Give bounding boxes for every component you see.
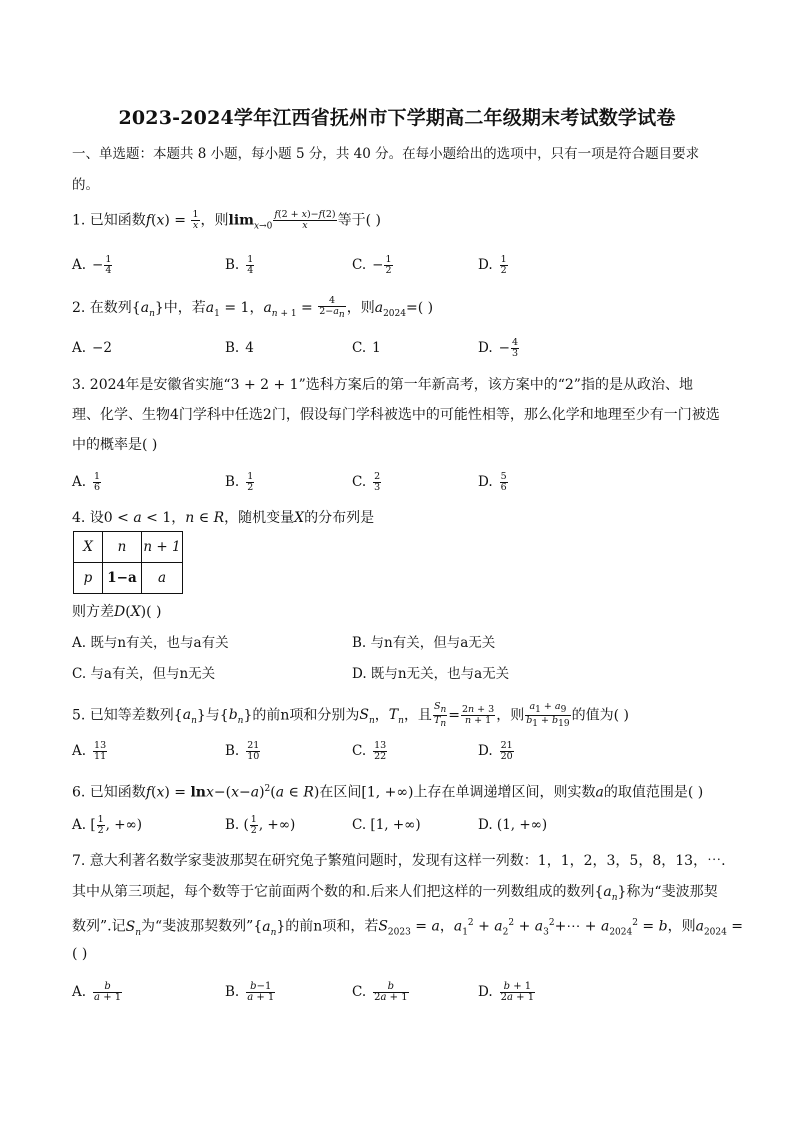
question-7-line1: 7. 意大利著名数学家斐波那契在研究兔子繁殖问题时，发现有这样一列数：1，1，2，3，5，8，13，⋯. — [72, 853, 726, 869]
q6-option-d: D. (1, +∞) — [478, 817, 548, 833]
q6-option-b: B. ( $\frac{1}{2}$ , +∞) — [225, 814, 296, 836]
question-1: 1. 已知函数f(x) = $\frac{1}{x}$ ，则$\lim_{x\to 0}$ $\frac{f(2 + x)-f(2)}{x}$ 等于( ) — [72, 209, 382, 232]
q3-option-b: B. $\frac{1}{2}$ — [225, 471, 254, 493]
question-5: 5. 已知等差数列$\{a_n\}$与$\{b_n\}$的前n项和分别为$S_n$，$T_n$，且 $\frac{S_n}{T_n}$ = $\frac{2n + 3}{n + 1}$ ，则 $\frac{a_1 + a_9}{b_1 + b_{19}}$ 的值为( ) — [72, 701, 629, 729]
q7-option-b: B. $\frac{b-1}{a + 1}$ — [225, 981, 275, 1003]
q4-option-d: D. 既与n无关，也与a无关 — [352, 666, 510, 682]
q6-option-a: A. [ $\frac{1}{2}$ , +∞) — [72, 814, 143, 836]
question-3-line1: 3. 2024年是安徽省实施“3 + 2 + 1”选科方案后的第一年新高考，该方案中的“2”指的是从政治、地 — [72, 377, 693, 393]
question-3-line2: 理、化学、生物4门学科中任选2门，假设每门学科被选中的可能性相等，那么化学和地理至少有一门被选 — [72, 407, 720, 423]
q1-option-c: C. − $\frac{1}{2}$ — [352, 254, 392, 276]
section-instructions-line1: 一、单选题：本题共 8 小题，每小题 5 分，共 40 分。在每小题给出的选项中，只有一项是符合题目要求 — [72, 146, 700, 162]
table-cell: p — [74, 563, 103, 594]
q2-option-b: B. 4 — [225, 340, 254, 356]
question-7-line4: ( ) — [72, 946, 88, 962]
q2-option-c: C. 1 — [352, 340, 381, 356]
question-4-ask: 则方差D(X)( ) — [72, 604, 162, 620]
question-2: 2. 在数列$\{a_n\}$中，若$a_1 = 1$，$a_{n + 1}$ = $\frac{4}{2-a_n}$ ，则$a_{2024}=$( ) — [72, 295, 434, 320]
question-3-line3: 中的概率是( ) — [72, 437, 158, 453]
page-title: 2023-2024学年江西省抚州市下学期高二年级期末考试数学试卷 — [118, 107, 676, 129]
question-7-line2: 其中从第三项起，每个数等于它前面两个数的和.后来人们把这样的一列数组成的数列$\{a_n\}$称为“斐波那契 — [72, 884, 718, 903]
q1-option-a: A. − $\frac{1}{4}$ — [72, 254, 112, 276]
q1-pre: 1. 已知函数 — [72, 212, 146, 229]
q2-option-d: D. − $\frac{4}{3}$ — [478, 337, 518, 359]
q7-option-c: C. $\frac{b}{2a + 1}$ — [352, 981, 408, 1003]
distribution-table — [73, 531, 183, 594]
table-cell: 1−a — [103, 563, 142, 594]
q1-post: 等于( ) — [337, 212, 382, 229]
q5-option-d: D. $\frac{21}{20}$ — [478, 740, 513, 762]
q5-option-b: B. $\frac{21}{10}$ — [225, 740, 260, 762]
table-cell: n + 1 — [142, 532, 183, 563]
question-7-line3: 数列”.记$S_n$为“斐波那契数列$”\{a_n\}$的前n项和，若$S_{2023} = a$，$a_1^2 + a_2^2$ + $a_3^2+\cdots + a_{2024}^2 = b$，则$a_{2024}$ = — [72, 918, 744, 938]
section-instructions-line2: 的。 — [72, 177, 99, 193]
q7-option-d: D. $\frac{b + 1}{2a + 1}$ — [478, 981, 535, 1003]
q5-option-c: C. $\frac{13}{22}$ — [352, 740, 387, 762]
table-cell: n — [103, 532, 142, 563]
q7-option-a: A. $\frac{b}{a + 1}$ — [72, 981, 122, 1003]
q2-option-a: A. −2 — [72, 340, 112, 356]
q3-option-c: C. $\frac{2}{3}$ — [352, 471, 381, 493]
table-row — [74, 563, 183, 594]
q4-option-c: C. 与a有关，但与n无关 — [72, 666, 216, 682]
q1-mid: ，则 — [200, 212, 229, 229]
question-6: 6. 已知函数$f(x) = \ln x-(x-a)^2(a$ ∈ R)在区间[1, +∞)上存在单调递增区间，则实数a的取值范围是( ) — [72, 784, 704, 801]
table-cell: X — [74, 532, 103, 563]
table-row — [74, 532, 183, 563]
q4-option-a: A. 既与n有关，也与a有关 — [72, 635, 229, 651]
q4-option-b: B. 与n有关，但与a无关 — [352, 635, 496, 651]
q3-option-d: D. $\frac{5}{6}$ — [478, 471, 507, 493]
table-cell: a — [142, 563, 183, 594]
q5-option-a: A. $\frac{13}{11}$ — [72, 740, 107, 762]
q6-option-c: C. [1, +∞) — [352, 817, 421, 833]
question-4: 4. 设0 < a < 1，n ∈ R，随机变量X的分布列是 — [72, 510, 375, 526]
q3-option-a: A. $\frac{1}{6}$ — [72, 471, 101, 493]
q1-option-d: D. $\frac{1}{2}$ — [478, 254, 507, 276]
q1-option-b: B. $\frac{1}{4}$ — [225, 254, 254, 276]
